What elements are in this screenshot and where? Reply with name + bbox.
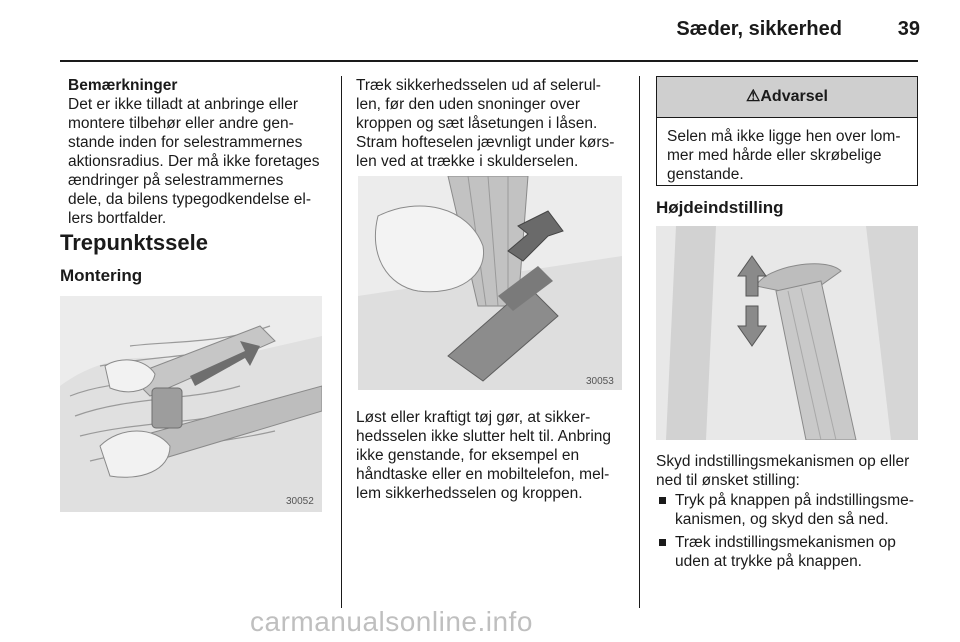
para1-line-5: len ved at trække i skulderselen. [356,153,579,170]
column-divider-2 [639,76,640,608]
warning-line-1: Selen må ikke ligge hen over lom- [667,128,901,145]
note-line-4: aktionsradius. Der må ikke foretages [68,153,320,170]
watermark: carmanualsonline.info [250,606,533,637]
bullet-square-icon [659,539,666,546]
bullet-2-line-2: uden at trykke på knappen. [675,553,862,570]
warning-line-3: genstande. [667,166,744,183]
heading-hojdeindstilling: Højdeindstilling [656,198,784,217]
page-header [0,0,960,62]
bullet-1-line-2: kanismen, og skyd den så ned. [675,511,889,528]
height-adjuster-illustration [656,226,918,440]
para1-line-3: kroppen og sæt låsetungen i låsen. [356,115,598,132]
bullet-1-line-1: Tryk på knappen på indstillingsme- [675,492,914,509]
para1-line-1: Træk sikkerhedsselen ud af selerul- [356,77,601,94]
para2-line-1: Løst eller kraftigt tøj gør, at sikker- [356,409,591,426]
para2-line-4: håndtaske eller en mobiltelefon, mel- [356,466,610,483]
bullet-item-2 [659,533,919,573]
heading-trepunktssele: Trepunktssele [60,230,208,255]
warning-header [657,77,917,118]
para1-line-4: Stram hofteselen jævnligt under kørs- [356,134,615,151]
warning-triangle-icon: ⚠ [746,88,761,105]
note-line-7: lers bortfalder. [68,210,167,227]
intro-line-2: ned til ønsket stilling: [656,472,800,489]
intro-line-1: Skyd indstillingsmekanismen op eller [656,453,910,470]
warning-line-2: mer med hårde eller skrøbelige [667,147,882,164]
heading-montering: Montering [60,266,143,285]
figure-label-30053: 30053 [586,376,614,387]
note-line-2: montere tilbehør eller andre gen- [68,115,294,132]
warning-box [656,76,918,186]
note-line-5: ændringer på selestrammernes [68,172,284,189]
seatbelt-fastening-illustration [60,296,322,512]
figure-label-30052: 30052 [286,496,314,507]
warning-body [657,118,917,184]
bullet-item-1 [659,491,919,531]
page-number: 39 [897,18,920,40]
para2-line-2: hedsselen ikke slutter helt til. Anbring [356,428,612,445]
column-divider-1 [341,76,342,608]
para1-line-2: len, før den uden snoninger over [356,96,581,113]
para2-line-3: ikke genstande, for eksempel en [356,447,580,464]
note-heading: Bemærkninger [68,77,178,94]
note-line-6: dele, da bilens typegodkendelse el- [68,191,312,208]
warning-title: Advarsel [760,88,828,105]
bullet-square-icon [659,497,666,504]
note-line-1: Det er ikke tilladt at anbringe eller [68,96,299,113]
para2-line-5: lem sikkerhedsselen og kroppen. [356,485,583,502]
header-rule [60,60,918,62]
bullet-2-line-1: Træk indstillingsmekanismen op [675,534,896,551]
note-line-3: stande inden for selestrammernes [68,134,303,151]
buckle-insertion-illustration [358,176,622,390]
section-title: Sæder, sikkerhed [676,18,842,40]
